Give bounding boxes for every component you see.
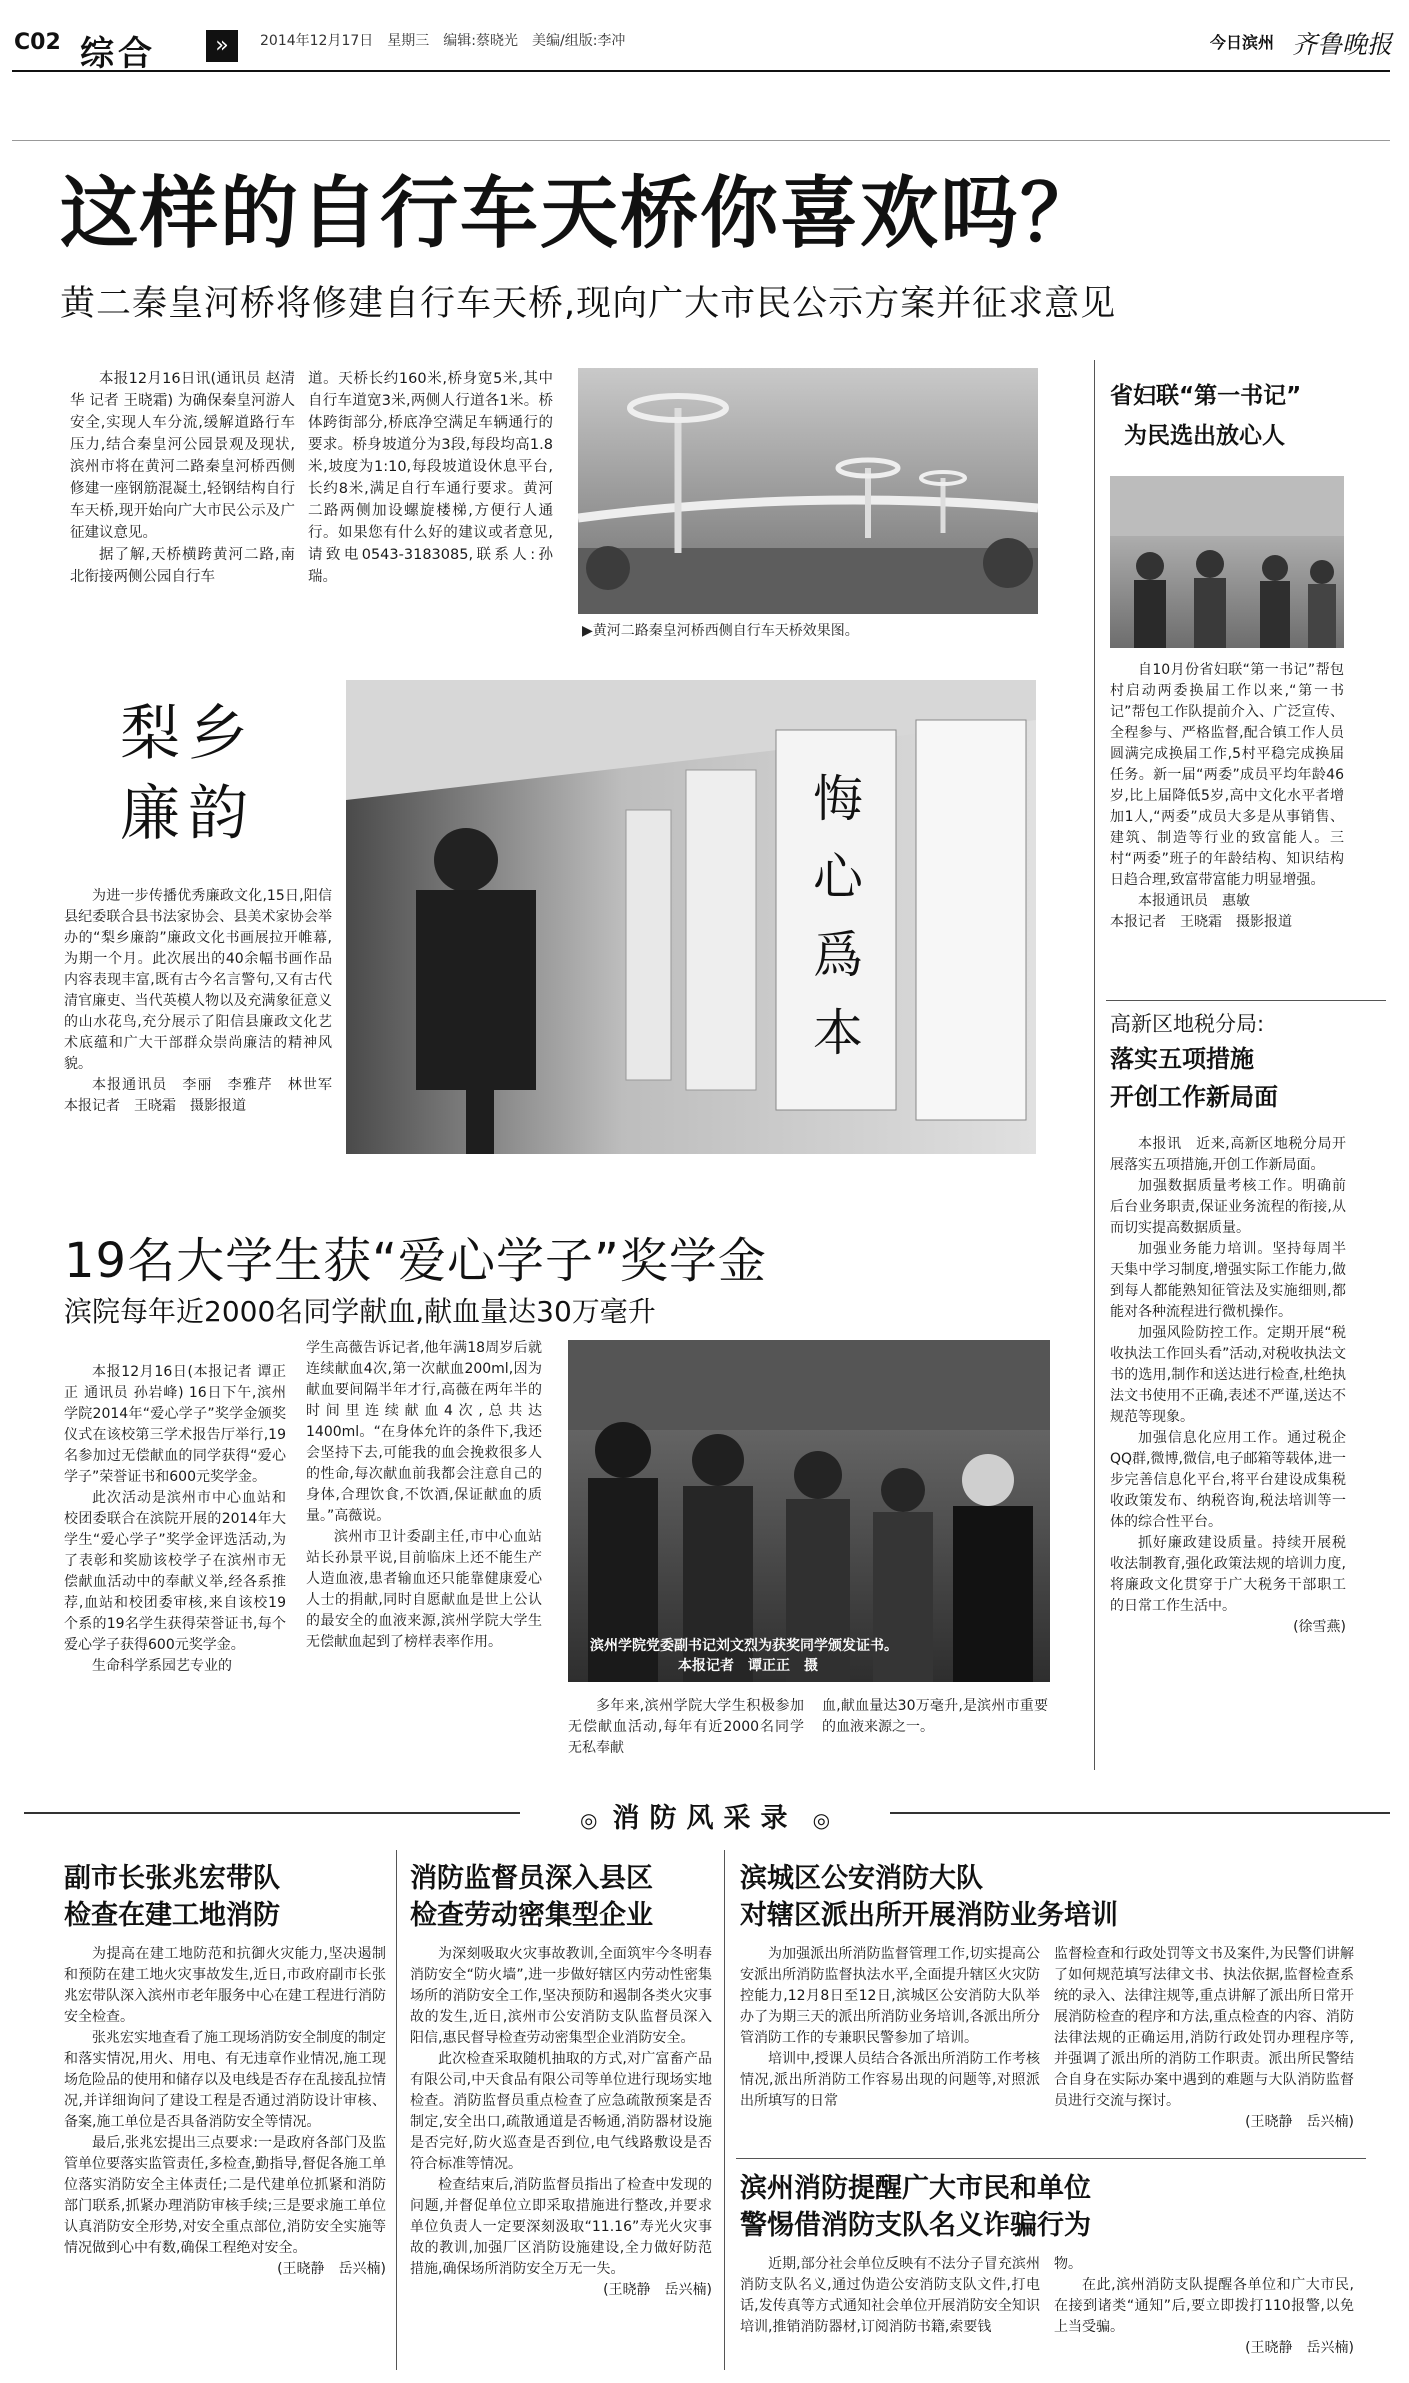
fire-banner: ◎ 消防风采录 ◎ [520, 1796, 890, 1832]
ceremony-caption: 滨州学院党委副书记刘文烈为获奖同学颁发证书。 本报记者 谭正正 摄 [590, 1638, 898, 1674]
lead-col2: 道。天桥长约160米,桥身宽5米,其中自行车道宽3米,两侧人行道各1米。桥体跨街部分,桥底净空满足车辆通行的要求。桥身坡道分为3段,每段均高1.8米,坡度为1:10,每段坡道设休息平台,长约8米,满足自行车通行要求。黄河二路两侧加设螺旋楼梯,方便行人通行。如果您有什么好的建议或者意见,请致电0543-3183085,联系人:孙瑞。 [308, 371, 553, 585]
lead-subtitle: 黄二秦皇河桥将修建自行车天桥,现向广大市民公示方案并征求意见 [60, 284, 1117, 324]
fire-article3-right: 监督检查和行政处罚等文书及案件,为民警们讲解了如何规范填写法律文书、执法依据,监督检查系统的录入、法律注规等,重点讲解了派出所日常开展消防检查的程序和方法,重点检查的内容、消防法律法规的正确运用,消防行政处罚办理程序等,并强调了派出所的消防工作职责。派出所民警结合自身在实际办案中遇到的难题与大队消防监督员进行交流与探讨。 (王晓静 岳兴楠) [1054, 1946, 1354, 2130]
fire-article4-right: 物。 在此,滨州消防支队提醒各单位和广大市民,在接到诸类“通知”后,要立即拨打110报警,以免上当受骗。 (王晓静 岳兴楠) [1054, 2256, 1354, 2356]
paper-name: 今日滨州 [1210, 33, 1275, 52]
lead-title: 这样的自行车天桥你喜欢吗？ [60, 169, 1101, 259]
meeting-illustration [1110, 476, 1344, 648]
fire-article3-left: 为加强派出所消防监督管理工作,切实提高公安派出所消防监督执法水平,全面提升辖区火灾防控能力,12月8日至12日,滨城区公安消防大队举办了为期三天的派出所消防业务培训,各派出所分管消防工作的专兼职民警参加了培训。 培训中,授课人员结合各派出所消防工作考核情况,派出所消防工作容易出现的问题等,对照派出所填写的日常 [740, 1946, 1040, 2109]
lixiang-title: 梨乡 廉韵 [120, 699, 256, 849]
fire-article1-title: 副市长张兆宏带队 检查在建工地消防 [64, 1863, 280, 1931]
ceremony-illustration [568, 1340, 1050, 1682]
fire-article3-title: 滨城区公安消防大队 对辖区派出所开展消防业务培训 [740, 1863, 1118, 1931]
banner-circle-icon: ◎ [812, 1808, 831, 1832]
bridge-caption: ▶黄河二路秦皇河桥西侧自行车天桥效果图。 [582, 623, 859, 639]
exhibit-illustration [346, 680, 1036, 1154]
header-meta: 2014年12月17日 星期三 编辑:蔡晓光 美编/组版:李冲 [260, 33, 626, 49]
tax-title: 落实五项措施 开创工作新局面 [1110, 1045, 1278, 1111]
calligraphy-exhibit-photo [346, 680, 1036, 1154]
fire-article1-body: 为提高在建工地防范和抗御火灾能力,坚决遏制和预防在建工地火灾事故发生,近日,市政府副市长张兆宏带队深入滨州市老年服务中心在建工程进行消防安全检查。 张兆宏实地查看了施工现场消防安全制度的制定和落实情况,用火、用电、有无违章作业情况,施工现场危险品的使用和储存以及电线是否存在乱接乱拉情况,并详细询问了建设工程是否通过消防设计审核、备案,施工单位是否具备消防安全等情况。 最后,张兆宏提出三点要求:一是政府各部门及监管单位要落实监管责任,多检查,勤指导,督促各施工单位落实消防安全主体责任;二是代建单位抓紧和消防部门联系,抓紧办理消防审核手续;三是要求施工单位认真消防安全形势,对安全重点部位,消防安全实施等情况做到心中有数,确保工程绝对安全。 (王晓静 岳兴楠) [64, 1946, 386, 2277]
lead-col1: 本报12月16日讯(通讯员 赵清华 记者 王晓霜) 为确保秦皇河游人安全,实现人车分流,缓解道路行车压力,结合秦皇河公园景观及现状,滨州市将在黄河二路秦皇河桥西侧修建一座钢筋混凝土,轻钢结构自行车天桥,现开始向广大市民公示及广征建议意见。 据了解,天桥横跨黄河二路,南北衔接两侧公园自行车 [70, 371, 295, 585]
student-title: 19名大学生获“爱心学子”奖学金 [64, 1233, 767, 1289]
fire-article2-title: 消防监督员深入县区 检查劳动密集型企业 [410, 1863, 653, 1931]
student-bottom-col1: 多年来,滨州学院大学生积极参加无偿献血活动,每年有近2000名同学无私奉献 [568, 1698, 804, 1756]
student-col2: 学生高薇告诉记者,他年满18周岁后就连续献血4次,第一次献血200ml,因为献血要间隔半年才行,高薇在两年半的时间里连续献血4次,总共达1400ml。“在身体允许的条件下,我还会坚持下去,可能我的血会挽救很多人的性命,每次献血前我都会注意自己的身体,合理饮食,不饮酒,保证献血的质量。”高薇说。 滨州市卫计委副主任,市中心血站站长孙景平说,目前临床上还不能生产人造血液,患者输血还只能靠健康爱心人士的捐献,同时自愿献血是世上公认的最安全的血液来源,滨州学院大学生无偿献血起到了榜样表率作用。 [306, 1340, 542, 1650]
story-title: 省妇联“第一书记” 为民选出放心人 [1110, 383, 1302, 449]
story-body: 自10月份省妇联“第一书记”帮包村启动两委换届工作以来,“第一书记”帮包工作队提前介入、广泛宣传、全程参与、严格监督,配合镇工作人员圆满完成换届工作,5村平稳完成换届任务。新一届“两委”成员平均年龄46岁,比上届降低5岁,高中文化水平者增加1人,“两委”成员大多是从事销售、建筑、制造等行业的致富能人。三村“两委”班子的年龄结构、知识结构日趋合理,致富带富能力明显增强。 本报通讯员 惠敏 本报记者 王晓霜 摄影报道 [1110, 662, 1344, 930]
tax-body: 本报讯 近来,高新区地税分局开展落实五项措施,开创工作新局面。 加强数据质量考核工作。明确前后台业务职责,保证业务流程的衔接,从而切实提高数据质量。 加强业务能力培训。坚持每周半天集中学习制度,增强实际工作能力,做到每人都能熟知征管法及实施细则,都能对各种流程进行微机操作。 加强风险防控工作。定期开展“税收执法工作回头看”活动,对税收执法文书的选用,制作和送达进行检查,杜绝执法文书使用不正确,表述不严谨,送达不规范等现象。 加强信息化应用工作。通过税企QQ群,微博,微信,电子邮箱等载体,进一步完善信息化平台,将平台建设成集税收政策发布、纳税咨询,税法培训等一体的综合性平台。 抓好廉政建设质量。持续开展税收法制教育,强化政策法规的培训力度,将廉政文化贯穿于广大税务干部职工的日常工作生活中。 (徐雪燕) [1110, 1136, 1346, 1635]
section-arrow-icon: » [206, 30, 238, 62]
student-col1: 本报12月16日(本报记者 谭正正 通讯员 孙岩峰) 16日下午,滨州学院2014年“爱心学子”奖学金颁奖仪式在该校第三学术报告厅举行,19名参加过无偿献血的同学获得“爱心学子”荣誉证书和600元奖学金。 此次活动是滨州市中心血站和校团委联合在滨院开展的2014年大学生“爱心学子”奖学金评选活动,为了表彰和奖励该校学子在滨州市无偿献血活动中的奉献义举,经各系推荐,血站和校团委审核,来自该校19个系的19名学生获得荣誉证书,每个爱心学子获得600元奖学金。 生命科学系园艺专业的 [64, 1364, 286, 1674]
fire-article2-body: 为深刻吸取火灾事故教训,全面筑牢今冬明春消防安全“防火墙”,进一步做好辖区内劳动性密集场所的消防安全工作,坚决预防和遏制各类火灾事故的发生,近日,滨州市公安消防支队监督员深入阳信,惠民督导检查劳动密集型企业消防安全。 此次检查采取随机抽取的方式,对广富畜产品有限公司,中天食品有限公司等单位进行现场实地检查。消防监督员重点检查了应急疏散预案是否制定,安全出口,疏散通道是否畅通,消防器材设施是否完好,防火巡查是否到位,电气线路敷设是否符合标准等情况。 检查结束后,消防监督员指出了检查中发现的问题,并督促单位立即采取措施进行整改,并要求单位负责人一定要深刻汲取“11.16”寿光火灾事故的教训,加强厂区消防设施建设,全力做好防范措施,确保场所消防安全万无一失。 (王晓静 岳兴楠) [410, 1946, 712, 2298]
tax-kicker: 高新区地税分局: [1110, 1012, 1265, 1036]
banner-circle-icon: ◎ [579, 1808, 598, 1832]
bridge-illustration [578, 368, 1038, 614]
calligraphy-text: 悔心爲本 [813, 770, 863, 1062]
student-bottom-col2: 血,献血量达30万毫升,是滨州市重要的血液来源之一。 [822, 1698, 1048, 1735]
award-ceremony-photo [568, 1340, 1050, 1682]
bridge-rendering-image [578, 368, 1038, 614]
brand-logo: 齐鲁晚报 [1292, 30, 1393, 59]
fire-article4-left: 近期,部分社会单位反映有不法分子冒充滨州消防支队名义,通过伪造公安消防支队文件,打电话,发传真等方式通知社会单位开展消防安全知识培训,推销消防器材,订阅消防书籍,索要钱 [740, 2256, 1040, 2335]
meeting-photo [1110, 476, 1344, 648]
page-code: C02 [14, 30, 61, 55]
lixiang-body: 为进一步传播优秀廉政文化,15日,阳信县纪委联合县书法家协会、县美术家协会举办的“梨乡廉韵”廉政文化书画展拉开帷幕,为期一个月。此次展出的40余幅书画作品内容表现丰富,既有古今名言警句,又有古代清官廉吏、当代英模人物以及充满象征意义的山水花鸟,充分展示了阳信县廉政文化艺术底蕴和广大干部群众崇尚廉洁的精神风貌。 本报通讯员 李丽 李雅芹 林世军 本报记者 王晓霜 摄影报道 [64, 888, 346, 1114]
student-subtitle: 滨院每年近2000名同学献血,献血量达30万毫升 [64, 1295, 656, 1328]
fire-article4-title: 滨州消防提醒广大市民和单位 警惕借消防支队名义诈骗行为 [740, 2173, 1091, 2241]
section-label: 综合 [80, 34, 156, 74]
